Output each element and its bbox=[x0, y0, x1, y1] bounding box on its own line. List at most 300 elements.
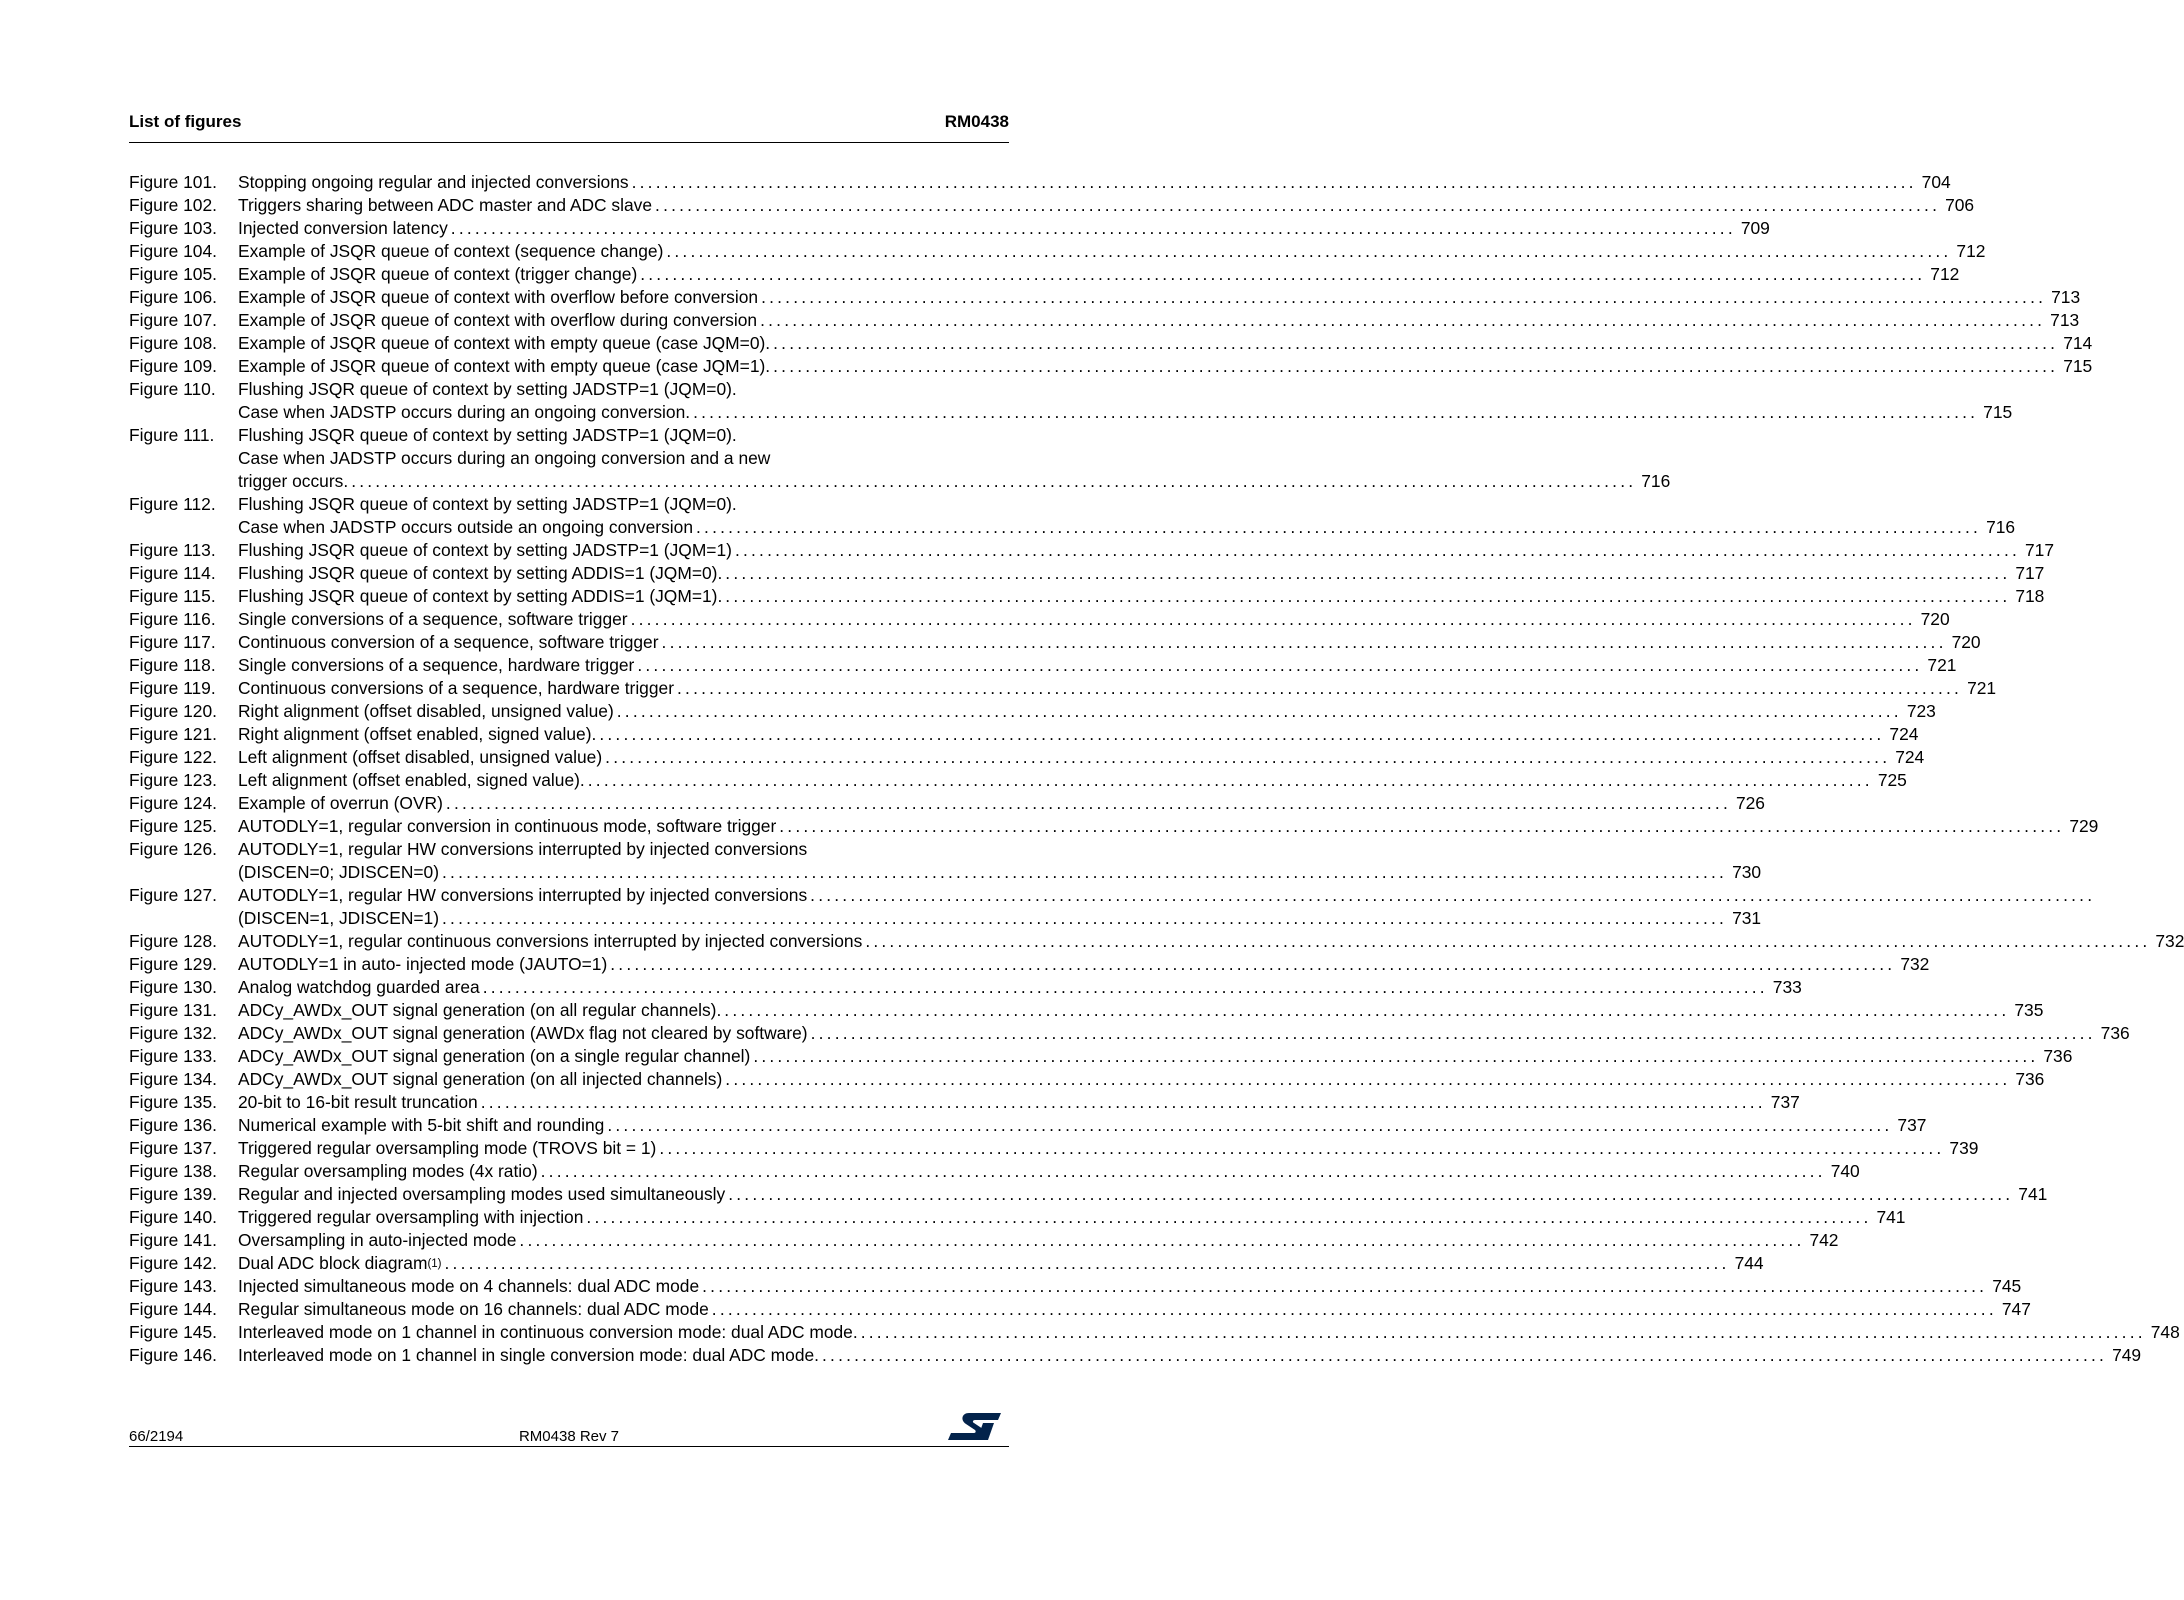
figure-caption bbox=[238, 677, 1997, 700]
toc-entry[interactable] bbox=[129, 631, 1981, 654]
toc-entry[interactable] bbox=[129, 976, 1802, 999]
dot-leader: ................................................................................................................................................................ bbox=[599, 724, 1885, 744]
caption-text: AUTODLY=1, regular HW conversions interrupted by injected conversions bbox=[238, 839, 808, 859]
figure-caption bbox=[238, 953, 1930, 976]
figure-caption bbox=[238, 1344, 2142, 1367]
figure-caption bbox=[238, 884, 2096, 930]
dot-leader: ................................................................................................................................................................ bbox=[631, 172, 1917, 192]
toc-entry[interactable] bbox=[129, 815, 2099, 838]
page-reference[interactable]: 714 bbox=[2063, 333, 2093, 353]
figure-caption bbox=[238, 930, 2184, 953]
page-reference[interactable]: 720 bbox=[1920, 609, 1950, 629]
toc-entry[interactable] bbox=[129, 838, 1762, 884]
dot-leader: ................................................................................................................................................................ bbox=[630, 609, 1916, 629]
figure-number: Figure 102. bbox=[129, 195, 217, 215]
figure-number: Figure 120. bbox=[129, 701, 217, 721]
figure-number: Figure 116. bbox=[129, 609, 216, 629]
toc-entry[interactable] bbox=[129, 999, 2044, 1022]
figure-number: Figure 137. bbox=[129, 1138, 217, 1158]
dot-leader: ................................................................................................................................................................ bbox=[725, 586, 2011, 606]
page-reference[interactable]: 712 bbox=[1956, 241, 1986, 261]
page-reference[interactable]: 740 bbox=[1830, 1161, 1860, 1181]
toc-entry[interactable] bbox=[129, 1183, 2048, 1206]
toc-entry[interactable] bbox=[129, 1137, 1979, 1160]
footnote-marker: (1) bbox=[427, 1258, 442, 1270]
page-reference[interactable]: 747 bbox=[2001, 1299, 2031, 1319]
dot-leader: ................................................................................................................................................................ bbox=[760, 310, 2046, 330]
caption-line bbox=[238, 447, 1009, 470]
figure-caption bbox=[238, 1206, 1906, 1229]
page-number: 66/2194 bbox=[129, 1428, 184, 1445]
dot-leader: ................................................................................................................................................................ bbox=[540, 1161, 1826, 1181]
caption-text: Continuous conversions of a sequence, hardware trigger bbox=[238, 678, 674, 698]
figure-number: Figure 105. bbox=[129, 264, 217, 284]
figure-caption bbox=[238, 539, 2055, 562]
caption-text: Regular and injected oversampling modes used simultaneously bbox=[238, 1184, 726, 1204]
page-reference[interactable]: 736 bbox=[2043, 1046, 2073, 1066]
caption-line bbox=[238, 171, 1951, 194]
caption-line bbox=[238, 861, 1762, 884]
caption-line bbox=[238, 1137, 1979, 1160]
dot-leader: ................................................................................................................................................................ bbox=[666, 241, 1952, 261]
dot-leader: ................................................................................................................................................................ bbox=[610, 954, 1896, 974]
figure-caption bbox=[238, 631, 1981, 654]
figure-caption bbox=[238, 815, 2099, 838]
caption-line bbox=[238, 792, 1765, 815]
page-reference[interactable]: 706 bbox=[1945, 195, 1975, 215]
caption-line bbox=[238, 1091, 1800, 1114]
dot-leader: ................................................................................................................................................................ bbox=[773, 333, 2059, 353]
toc-entry[interactable] bbox=[129, 1114, 1927, 1137]
caption-line bbox=[238, 1068, 2045, 1091]
figure-caption bbox=[238, 1114, 1927, 1137]
figure-caption bbox=[238, 700, 1936, 723]
caption-line bbox=[238, 309, 2080, 332]
page-reference[interactable]: 735 bbox=[2014, 1000, 2044, 1020]
toc-entry[interactable] bbox=[129, 240, 1986, 263]
toc-entry[interactable] bbox=[129, 1022, 2130, 1045]
caption-text: Continuous conversion of a sequence, software trigger bbox=[238, 632, 659, 652]
page-reference[interactable]: 741 bbox=[1876, 1207, 1906, 1227]
figure-number: Figure 140. bbox=[129, 1207, 217, 1227]
dot-leader: ................................................................................................................................................................ bbox=[640, 264, 1926, 284]
list-of-figures bbox=[129, 171, 2184, 1367]
figure-caption bbox=[238, 1045, 2073, 1068]
caption-text: AUTODLY=1 in auto- injected mode (JAUTO=1) bbox=[238, 954, 608, 974]
caption-line bbox=[238, 1045, 2073, 1068]
caption-line bbox=[238, 539, 2055, 562]
page-reference[interactable]: 732 bbox=[2155, 931, 2184, 951]
toc-entry[interactable] bbox=[129, 1275, 2022, 1298]
caption-text: Flushing JSQR queue of context by setting JADSTP=1 (JQM=0). bbox=[238, 425, 737, 445]
figure-number: Figure 146. bbox=[129, 1345, 217, 1365]
figure-number: Figure 118. bbox=[129, 655, 216, 675]
caption-line bbox=[238, 1298, 2031, 1321]
figure-number: Figure 129. bbox=[129, 954, 217, 974]
caption-text: ADCy_AWDx_OUT signal generation (AWDx flag not cleared by software) bbox=[238, 1023, 808, 1043]
caption-text: Single conversions of a sequence, hardware trigger bbox=[238, 655, 635, 675]
toc-entry[interactable] bbox=[129, 539, 2055, 562]
page-reference[interactable]: 718 bbox=[2015, 586, 2045, 606]
figure-number: Figure 123. bbox=[129, 770, 217, 790]
page-reference[interactable]: 716 bbox=[1986, 517, 2016, 537]
caption-text: Right alignment (offset enabled, signed value). bbox=[238, 724, 597, 744]
figure-caption bbox=[238, 424, 1671, 493]
caption-line bbox=[238, 1114, 1927, 1137]
caption-line bbox=[238, 194, 1975, 217]
figure-caption bbox=[238, 1275, 2022, 1298]
dot-leader: ................................................................................................................................................................ bbox=[616, 701, 1902, 721]
page-reference[interactable]: 729 bbox=[2069, 816, 2099, 836]
caption-text: AUTODLY=1, regular HW conversions interrupted by injected conversions bbox=[238, 885, 808, 905]
caption-line bbox=[238, 470, 1671, 493]
toc-entry[interactable] bbox=[129, 194, 1975, 217]
dot-leader: ................................................................................................................................................................ bbox=[351, 471, 1637, 491]
figure-caption bbox=[238, 263, 1960, 286]
dot-leader: ................................................................................................................................................................ bbox=[480, 1092, 1766, 1112]
caption-line bbox=[238, 355, 2093, 378]
figure-number: Figure 134. bbox=[129, 1069, 217, 1089]
toc-entry[interactable] bbox=[129, 930, 2184, 953]
figure-caption bbox=[238, 723, 1919, 746]
dot-leader: ................................................................................................................................................................ bbox=[607, 1115, 1893, 1135]
caption-text: Flushing JSQR queue of context by setting ADDIS=1 (JQM=1). bbox=[238, 586, 723, 606]
figure-caption bbox=[238, 1091, 1800, 1114]
caption-text: Left alignment (offset enabled, signed value). bbox=[238, 770, 585, 790]
caption-line bbox=[238, 401, 2013, 424]
page-reference[interactable]: 716 bbox=[1641, 471, 1671, 491]
caption-line bbox=[238, 1229, 1839, 1252]
figure-caption bbox=[238, 1183, 2048, 1206]
caption-text: Example of JSQR queue of context (sequence change) bbox=[238, 241, 664, 261]
figure-number: Figure 113. bbox=[129, 540, 216, 560]
page-reference[interactable]: 742 bbox=[1809, 1230, 1839, 1250]
dot-leader: ................................................................................................................................................................ bbox=[724, 1000, 2010, 1020]
figure-caption bbox=[238, 1321, 2180, 1344]
caption-text: ADCy_AWDx_OUT signal generation (on a single regular channel) bbox=[238, 1046, 751, 1066]
st-logo-icon bbox=[945, 1410, 1005, 1443]
caption-line bbox=[238, 631, 1981, 654]
figure-caption bbox=[238, 309, 2080, 332]
page-reference[interactable]: 737 bbox=[1897, 1115, 1927, 1135]
toc-entry[interactable] bbox=[129, 263, 1960, 286]
caption-text: (DISCEN=0; JDISCEN=0) bbox=[238, 862, 440, 882]
figure-number: Figure 124. bbox=[129, 793, 217, 813]
figure-caption bbox=[238, 838, 1762, 884]
page-reference[interactable]: 726 bbox=[1735, 793, 1765, 813]
caption-text: Example of JSQR queue of context (trigger change) bbox=[238, 264, 638, 284]
caption-text: Triggered regular oversampling with injection bbox=[238, 1207, 584, 1227]
dot-leader: ................................................................................................................................................................ bbox=[519, 1230, 1805, 1250]
dot-leader: ................................................................................................................................................................ bbox=[725, 1069, 2011, 1089]
caption-line bbox=[238, 332, 2093, 355]
caption-line bbox=[238, 838, 1009, 861]
caption-line bbox=[238, 976, 1802, 999]
caption-text: AUTODLY=1, regular continuous conversions interrupted by injected conversions bbox=[238, 931, 863, 951]
page-reference[interactable]: 733 bbox=[1772, 977, 1802, 997]
toc-entry[interactable] bbox=[129, 700, 1936, 723]
page-reference[interactable]: 717 bbox=[2025, 540, 2055, 560]
caption-text: Left alignment (offset disabled, unsigned value) bbox=[238, 747, 603, 767]
figure-number: Figure 136. bbox=[129, 1115, 217, 1135]
page-reference[interactable]: 724 bbox=[1895, 747, 1925, 767]
figure-caption bbox=[238, 585, 2045, 608]
dot-leader: ................................................................................................................................................................ bbox=[725, 563, 2011, 583]
toc-entry[interactable] bbox=[129, 309, 2080, 332]
figure-caption bbox=[238, 1068, 2045, 1091]
caption-text: Triggers sharing between ADC master and ADC slave bbox=[238, 195, 653, 215]
caption-line bbox=[238, 217, 1770, 240]
dot-leader: ................................................................................................................................................................ bbox=[659, 1138, 1945, 1158]
dot-leader: ................................................................................................................................................................ bbox=[810, 1023, 2096, 1043]
figure-caption bbox=[238, 194, 1975, 217]
dot-leader: ................................................................................................................................................................ bbox=[444, 1253, 1730, 1273]
page-reference[interactable]: 713 bbox=[2051, 287, 2081, 307]
page-reference[interactable]: 704 bbox=[1921, 172, 1951, 192]
caption-text: Dual ADC block diagram bbox=[238, 1253, 428, 1273]
figure-caption bbox=[238, 240, 1986, 263]
caption-text: Stopping ongoing regular and injected conversions bbox=[238, 172, 629, 192]
toc-entry[interactable] bbox=[129, 1160, 1860, 1183]
figure-caption bbox=[238, 746, 1925, 769]
caption-line bbox=[238, 493, 1009, 516]
caption-text: Interleaved mode on 1 channel in single conversion mode: dual ADC mode. bbox=[238, 1345, 820, 1365]
caption-line bbox=[238, 930, 2184, 953]
caption-line bbox=[238, 1275, 2022, 1298]
caption-text: (DISCEN=1, JDISCEN=1) bbox=[238, 908, 440, 928]
figure-number: Figure 127. bbox=[129, 885, 217, 905]
dot-leader: ................................................................................................................................................................ bbox=[442, 862, 1728, 882]
figure-number: Figure 104. bbox=[129, 241, 217, 261]
caption-line bbox=[238, 516, 2016, 539]
figure-number: Figure 131. bbox=[129, 1000, 217, 1020]
page-reference[interactable]: 731 bbox=[1732, 908, 1762, 928]
page-reference[interactable]: 741 bbox=[2018, 1184, 2048, 1204]
caption-text: ADCy_AWDx_OUT signal generation (on all injected channels) bbox=[238, 1069, 723, 1089]
figure-caption bbox=[238, 217, 1770, 240]
toc-entry[interactable] bbox=[129, 332, 2093, 355]
figure-number: Figure 122. bbox=[129, 747, 217, 767]
figure-number: Figure 107. bbox=[129, 310, 217, 330]
figure-number: Figure 141. bbox=[129, 1230, 217, 1250]
toc-entry[interactable] bbox=[129, 1229, 1839, 1252]
document-revision: RM0438 Rev 7 bbox=[518, 1428, 620, 1445]
caption-text: AUTODLY=1, regular conversion in continuous mode, software trigger bbox=[238, 816, 777, 836]
toc-entry[interactable] bbox=[129, 746, 1925, 769]
page-reference[interactable]: 712 bbox=[1930, 264, 1960, 284]
toc-entry[interactable] bbox=[129, 493, 2016, 539]
caption-line bbox=[238, 1022, 2130, 1045]
page-reference[interactable]: 744 bbox=[1734, 1253, 1764, 1273]
caption-line bbox=[238, 240, 1986, 263]
dot-leader: ................................................................................................................................................................ bbox=[702, 1276, 1988, 1296]
figure-number: Figure 143. bbox=[129, 1276, 217, 1296]
figure-number: Figure 110. bbox=[129, 379, 216, 399]
page-reference[interactable]: 715 bbox=[1983, 402, 2013, 422]
caption-text: Case when JADSTP occurs outside an ongoing conversion bbox=[238, 517, 693, 537]
caption-line bbox=[238, 1344, 2142, 1367]
dot-leader: ................................................................................................................................................................ bbox=[711, 1299, 1997, 1319]
toc-entry[interactable] bbox=[129, 884, 2096, 930]
page-reference[interactable]: 732 bbox=[1900, 954, 1930, 974]
figure-caption bbox=[238, 1160, 1860, 1183]
toc-entry[interactable] bbox=[129, 769, 1907, 792]
caption-text: Case when JADSTP occurs during an ongoing conversion. bbox=[238, 402, 691, 422]
caption-line bbox=[238, 769, 1907, 792]
page-footer bbox=[129, 1410, 1009, 1447]
page-reference[interactable]: 745 bbox=[1992, 1276, 2022, 1296]
dot-leader: ................................................................................................................................................................ bbox=[605, 747, 1891, 767]
page-reference[interactable]: 737 bbox=[1770, 1092, 1800, 1112]
page-reference[interactable]: 715 bbox=[2063, 356, 2093, 376]
page-reference[interactable]: 748 bbox=[2150, 1322, 2180, 1342]
toc-entry[interactable] bbox=[129, 1045, 2073, 1068]
dot-leader: ................................................................................................................................................................ bbox=[677, 678, 1963, 698]
caption-line bbox=[238, 677, 1997, 700]
caption-text: Regular oversampling modes (4x ratio) bbox=[238, 1161, 538, 1181]
toc-entry[interactable] bbox=[129, 1068, 2045, 1091]
toc-entry[interactable] bbox=[129, 1091, 1800, 1114]
figure-caption bbox=[238, 976, 1802, 999]
page-reference[interactable]: 736 bbox=[2100, 1023, 2130, 1043]
figure-caption bbox=[238, 1137, 1979, 1160]
dot-leader: ................................................................................................................................................................ bbox=[450, 218, 1736, 238]
toc-entry[interactable] bbox=[129, 608, 1950, 631]
toc-entry[interactable] bbox=[129, 723, 1919, 746]
caption-text: Flushing JSQR queue of context by setting JADSTP=1 (JQM=0). bbox=[238, 494, 737, 514]
figure-caption bbox=[238, 378, 2013, 424]
caption-text: trigger occurs. bbox=[238, 471, 349, 491]
dot-leader: ................................................................................................................................................................ bbox=[773, 356, 2059, 376]
dot-leader: ................................................................................................................................................................ bbox=[761, 287, 2047, 307]
caption-line bbox=[238, 746, 1925, 769]
toc-entry[interactable] bbox=[129, 171, 1951, 194]
caption-line bbox=[238, 1252, 1764, 1275]
figure-caption bbox=[238, 171, 1951, 194]
caption-line bbox=[238, 999, 2044, 1022]
figure-number: Figure 106. bbox=[129, 287, 217, 307]
toc-entry[interactable] bbox=[129, 424, 1671, 493]
caption-line bbox=[238, 884, 2096, 907]
toc-entry[interactable] bbox=[129, 217, 1770, 240]
figure-caption bbox=[238, 562, 2045, 585]
caption-text: Flushing JSQR queue of context by setting ADDIS=1 (JQM=0). bbox=[238, 563, 723, 583]
toc-entry[interactable] bbox=[129, 378, 2013, 424]
caption-text: Interleaved mode on 1 channel in continuous conversion mode: dual ADC mode. bbox=[238, 1322, 858, 1342]
caption-text: Case when JADSTP occurs during an ongoing conversion and a new bbox=[238, 448, 771, 468]
figure-number: Figure 130. bbox=[129, 977, 217, 997]
dot-leader: ................................................................................................................................................................ bbox=[728, 1184, 2014, 1204]
caption-line bbox=[238, 1321, 2180, 1344]
dot-leader: ................................................................................................................................................................ bbox=[810, 885, 2096, 905]
figure-number: Figure 128. bbox=[129, 931, 217, 951]
page-reference[interactable]: 736 bbox=[2015, 1069, 2045, 1089]
caption-text: Example of overrun (OVR) bbox=[238, 793, 443, 813]
figure-number: Figure 133. bbox=[129, 1046, 217, 1066]
page-reference[interactable]: 720 bbox=[1951, 632, 1981, 652]
caption-text: Analog watchdog guarded area bbox=[238, 977, 480, 997]
page-reference[interactable]: 713 bbox=[2050, 310, 2080, 330]
figure-number: Figure 112. bbox=[129, 494, 216, 514]
figure-number: Figure 125. bbox=[129, 816, 217, 836]
toc-entry[interactable] bbox=[129, 654, 1957, 677]
figure-number: Figure 119. bbox=[129, 678, 216, 698]
dot-leader: ................................................................................................................................................................ bbox=[586, 1207, 1872, 1227]
dot-leader: ................................................................................................................................................................ bbox=[822, 1345, 2108, 1365]
figure-number: Figure 144. bbox=[129, 1299, 217, 1319]
toc-entry[interactable] bbox=[129, 355, 2093, 378]
dot-leader: ................................................................................................................................................................ bbox=[693, 402, 1979, 422]
toc-entry[interactable] bbox=[129, 677, 1997, 700]
toc-entry[interactable] bbox=[129, 1298, 2031, 1321]
figure-number: Figure 114. bbox=[129, 563, 216, 583]
caption-text: Regular simultaneous mode on 16 channels: dual ADC mode bbox=[238, 1299, 709, 1319]
page-reference[interactable]: 721 bbox=[1927, 655, 1957, 675]
figure-caption bbox=[238, 332, 2093, 355]
caption-line bbox=[238, 1160, 1860, 1183]
figure-number: Figure 126. bbox=[129, 839, 217, 859]
page-reference[interactable]: 723 bbox=[1906, 701, 1936, 721]
figure-caption bbox=[238, 769, 1907, 792]
figure-number: Figure 135. bbox=[129, 1092, 217, 1112]
page-reference[interactable]: 709 bbox=[1740, 218, 1770, 238]
figure-number: Figure 109. bbox=[129, 356, 217, 376]
page-reference[interactable]: 739 bbox=[1949, 1138, 1979, 1158]
toc-entry[interactable] bbox=[129, 1321, 2180, 1344]
dot-leader: ................................................................................................................................................................ bbox=[734, 540, 2021, 560]
figure-number: Figure 111. bbox=[129, 425, 215, 445]
dot-leader: ................................................................................................................................................................ bbox=[661, 632, 1947, 652]
figure-number: Figure 138. bbox=[129, 1161, 217, 1181]
figure-caption bbox=[238, 493, 2016, 539]
figure-number: Figure 132. bbox=[129, 1023, 217, 1043]
dot-leader: ................................................................................................................................................................ bbox=[655, 195, 1941, 215]
figure-number: Figure 115. bbox=[129, 586, 216, 606]
dot-leader: ................................................................................................................................................................ bbox=[587, 770, 1873, 790]
figure-caption bbox=[238, 999, 2044, 1022]
caption-text: Triggered regular oversampling mode (TROVS bit = 1) bbox=[238, 1138, 657, 1158]
caption-text: Numerical example with 5-bit shift and rounding bbox=[238, 1115, 605, 1135]
page-reference[interactable]: 717 bbox=[2015, 563, 2045, 583]
caption-text: Example of JSQR queue of context with overflow during conversion bbox=[238, 310, 758, 330]
caption-text: Flushing JSQR queue of context by setting JADSTP=1 (JQM=1) bbox=[238, 540, 732, 560]
caption-line bbox=[238, 723, 1919, 746]
toc-entry[interactable] bbox=[129, 792, 1765, 815]
toc-entry[interactable] bbox=[129, 562, 2045, 585]
toc-entry[interactable] bbox=[129, 1206, 1906, 1229]
section-title: List of figures bbox=[129, 112, 242, 131]
page-reference[interactable]: 749 bbox=[2112, 1345, 2142, 1365]
caption-text: Oversampling in auto-injected mode bbox=[238, 1230, 517, 1250]
caption-text: 20-bit to 16-bit result truncation bbox=[238, 1092, 478, 1112]
dot-leader: ................................................................................................................................................................ bbox=[860, 1322, 2146, 1342]
dot-leader: ................................................................................................................................................................ bbox=[482, 977, 1768, 997]
dot-leader: ................................................................................................................................................................ bbox=[865, 931, 2151, 951]
figure-caption bbox=[238, 1229, 1839, 1252]
page-reference[interactable]: 724 bbox=[1889, 724, 1919, 744]
toc-entry[interactable] bbox=[129, 286, 2081, 309]
dot-leader: ................................................................................................................................................................ bbox=[779, 816, 2065, 836]
page-reference[interactable]: 730 bbox=[1732, 862, 1762, 882]
toc-entry[interactable] bbox=[129, 1252, 1764, 1275]
toc-entry[interactable] bbox=[129, 953, 1930, 976]
page-reference[interactable]: 725 bbox=[1877, 770, 1907, 790]
toc-entry[interactable] bbox=[129, 1344, 2142, 1367]
page-reference[interactable]: 721 bbox=[1967, 678, 1997, 698]
caption-text: ADCy_AWDx_OUT signal generation (on all regular channels). bbox=[238, 1000, 722, 1020]
toc-entry[interactable] bbox=[129, 585, 2045, 608]
dot-leader: ................................................................................................................................................................ bbox=[442, 908, 1728, 928]
